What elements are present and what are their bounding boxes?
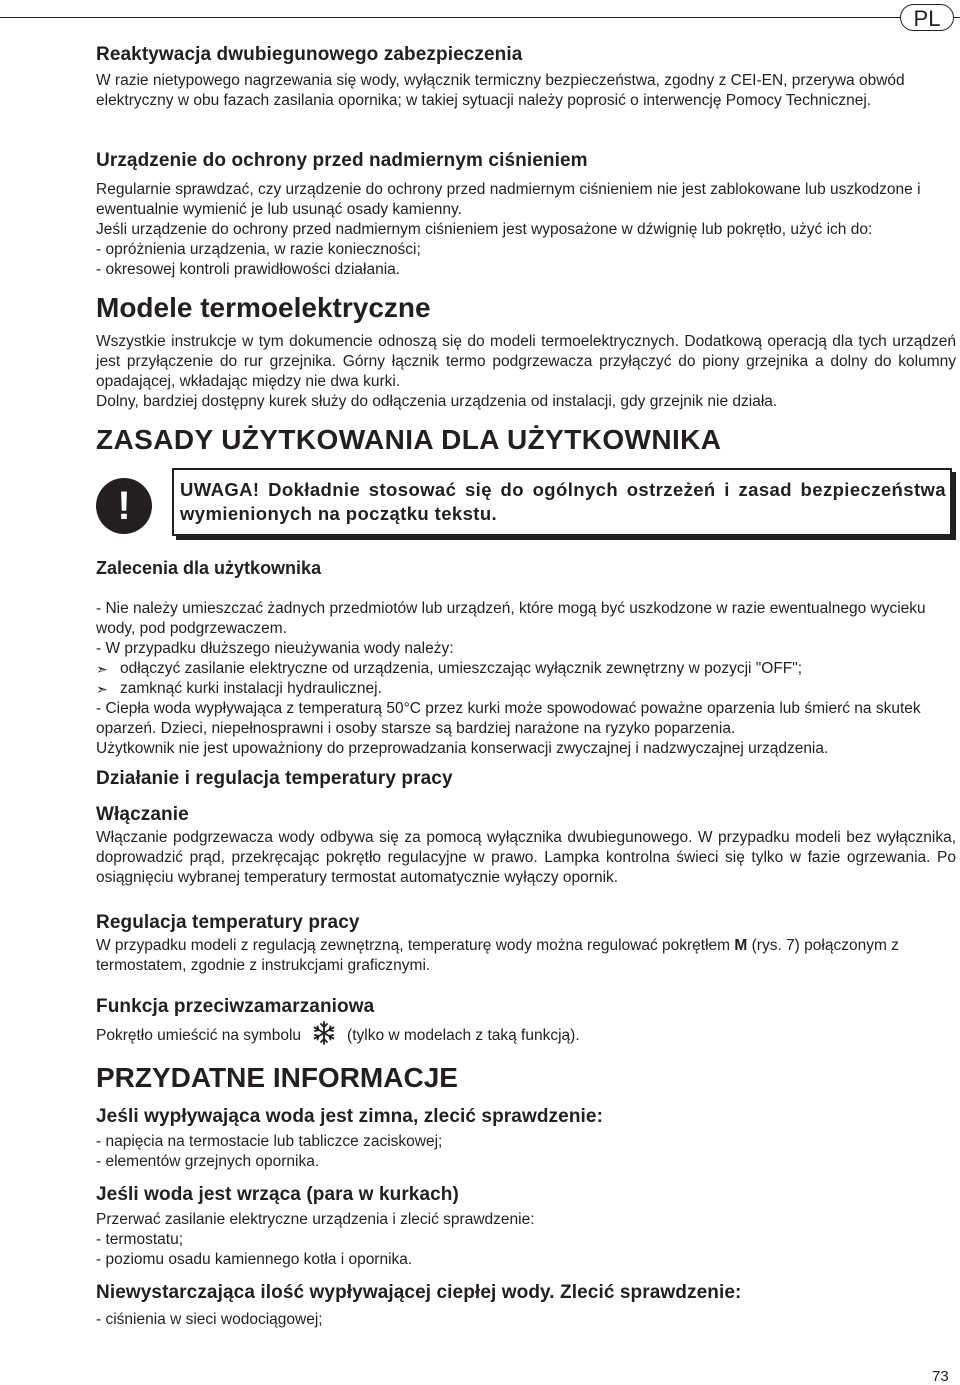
paragraph: Użytkownik nie jest upoważniony do przeprowadzania konserwacji zwyczajnej i nadzwyczajnej urządzenia.: [96, 740, 829, 757]
list-item: - opróżnienia urządzenia, w razie konieczności;: [96, 241, 421, 258]
section-title: Urządzenie do ochrony przed nadmiernym ciśnieniem: [96, 150, 588, 171]
paragraph: W razie nietypowego nagrzewania się wody, wyłącznik termiczny bezpieczeństwa, zgodny z CEI-EN, przerywa obwód elektryczny w obu fazach zasilania opornika; w takiej sytuacji należy poprosić o interwencję Pomocy Technicznej.: [96, 72, 905, 109]
page-number: 73: [932, 1368, 949, 1385]
subsection-title: Włączanie: [96, 804, 189, 825]
section-user-recommendations: [96, 558, 956, 759]
section-thermoelectric: [96, 292, 956, 412]
paragraph: [96, 1020, 956, 1052]
knob-label: M: [734, 937, 748, 954]
top-rule: [0, 17, 960, 18]
section-title: ZASADY UŻYTKOWANIA DLA UŻYTKOWNIKA: [96, 424, 722, 455]
section-title: PRZYDATNE INFORMACJE: [96, 1062, 458, 1093]
paragraph: Dolny, bardziej dostępny kurek służy do odłączenia urządzenia od instalacji, gdy grzejnik nie działa.: [96, 393, 778, 410]
list-item: - Ciepła woda wypływająca z temperaturą 50°C przez kurki może spowodować poważne oparzenia lub śmierć na skutek oparzeń. Dzieci, niepełnosprawni i osoby starsze są bardziej narażone na ryzyko poparzenia.: [96, 700, 921, 737]
section-title: Działanie i regulacja temperatury pracy: [96, 768, 453, 789]
text-part: W przypadku modeli z regulacją zewnętrzną, temperaturę wody można regulować pokrętłem: [96, 937, 735, 954]
section-useful-info: [96, 1062, 956, 1330]
section-temperature-regulation: [96, 912, 956, 976]
list-item: - termostatu;: [96, 1231, 183, 1248]
warning-icon: !: [96, 478, 152, 534]
subsection-title: Jeśli wypływająca woda jest zimna, zlecić sprawdzenie:: [96, 1106, 603, 1127]
paragraph: Przerwać zasilanie elektryczne urządzenia i zlecić sprawdzenie:: [96, 1211, 535, 1228]
list-item: - elementów grzejnych opornika.: [96, 1153, 320, 1170]
section-title: Reaktywacja dwubiegunowego zabezpieczenia: [96, 44, 523, 65]
language-badge: PL: [900, 4, 954, 31]
subsection-title: Funkcja przeciwzamarzaniowa: [96, 996, 375, 1017]
paragraph: Wszystkie instrukcje w tym dokumencie odnoszą się do modeli termoelektrycznych. Dodatkową operacją dla tych urządzeń jest przyłączenie do rur grzejnika. Górny łącznik termo podgrzewacza przyłączyć do piony grzejnika a dolny do kolumny opadającej, wkładając między nie dwa kurki.: [96, 333, 956, 390]
text-part: (rys. 7) połączonym z termostatem, zgodnie z instrukcjami graficznymi.: [96, 937, 899, 974]
warning-text: UWAGA! Dokładnie stosować się do ogólnych ostrzeżeń i zasad bezpieczeństwa wymienionych na początku tekstu.: [180, 479, 946, 524]
section-reactivation: [96, 44, 956, 111]
paragraph: Jeśli urządzenie do ochrony przed nadmiernym ciśnieniem jest wyposażone w dźwignię lub pokrętło, użyć ich do:: [96, 221, 873, 238]
list-item: - poziomu osadu kamiennego kotła i opornika.: [96, 1251, 413, 1268]
list-item: - Nie należy umieszczać żadnych przedmiotów lub urządzeń, które mogą być uszkodzone w razie ewentualnego wycieku wody, pod podgrzewaczem.: [96, 600, 926, 637]
section-user-rules-title: [96, 424, 956, 456]
list-item: - ciśnienia w sieci wodociągowej;: [96, 1311, 323, 1328]
subsection-title: Niewystarczająca ilość wypływającej ciepłej wody. Zlecić sprawdzenie:: [96, 1282, 742, 1303]
subsection-title: Jeśli woda jest wrząca (para w kurkach): [96, 1184, 459, 1205]
list-item: - W przypadku dłuższego nieużywania wody należy:: [96, 640, 454, 657]
section-frost-function: [96, 996, 956, 1052]
paragraph: Regularnie sprawdzać, czy urządzenie do ochrony przed nadmiernym ciśnieniem nie jest zablokowane lub uszkodzone i ewentualnie wymienić je lub usunąć osady kamienny.: [96, 181, 921, 218]
section-pressure-device: [96, 150, 956, 280]
snowflake-icon: [311, 1020, 337, 1052]
bullet-item: ➣ odłączyć zasilanie elektryczne od urządzenia, umieszczając wyłącznik zewnętrzny w pozycji "OFF";: [96, 659, 956, 679]
paragraph: Włączanie podgrzewacza wody odbywa się za pomocą wyłącznika dwubiegunowego. W przypadku modeli bez wyłącznika, doprowadzić prąd, przekręcając pokrętło regulacyjne w prawo. Lampka kontrolna świeci się tylko w fazie ogrzewania. Po osiągnięciu wybranej temperatury termostat automatycznie wyłączy opornik.: [96, 829, 956, 886]
list-item: - okresowej kontroli prawidłowości działania.: [96, 261, 401, 278]
subsection-title: Zalecenia dla użytkownika: [96, 558, 322, 578]
section-title: Modele termoelektryczne: [96, 292, 431, 323]
section-operation: [96, 768, 956, 888]
bullet-item: ➣ zamknąć kurki instalacji hydraulicznej.: [96, 679, 956, 699]
paragraph: [96, 936, 956, 976]
list-item: - napięcia na termostacie lub tabliczce zaciskowej;: [96, 1133, 443, 1150]
subsection-title: Regulacja temperatury pracy: [96, 912, 360, 933]
text-part: (tylko w modelach z taką funkcją).: [347, 1027, 580, 1045]
warning-box: [172, 468, 952, 536]
text-part: Pokrętło umieścić na symbolu: [96, 1027, 302, 1045]
